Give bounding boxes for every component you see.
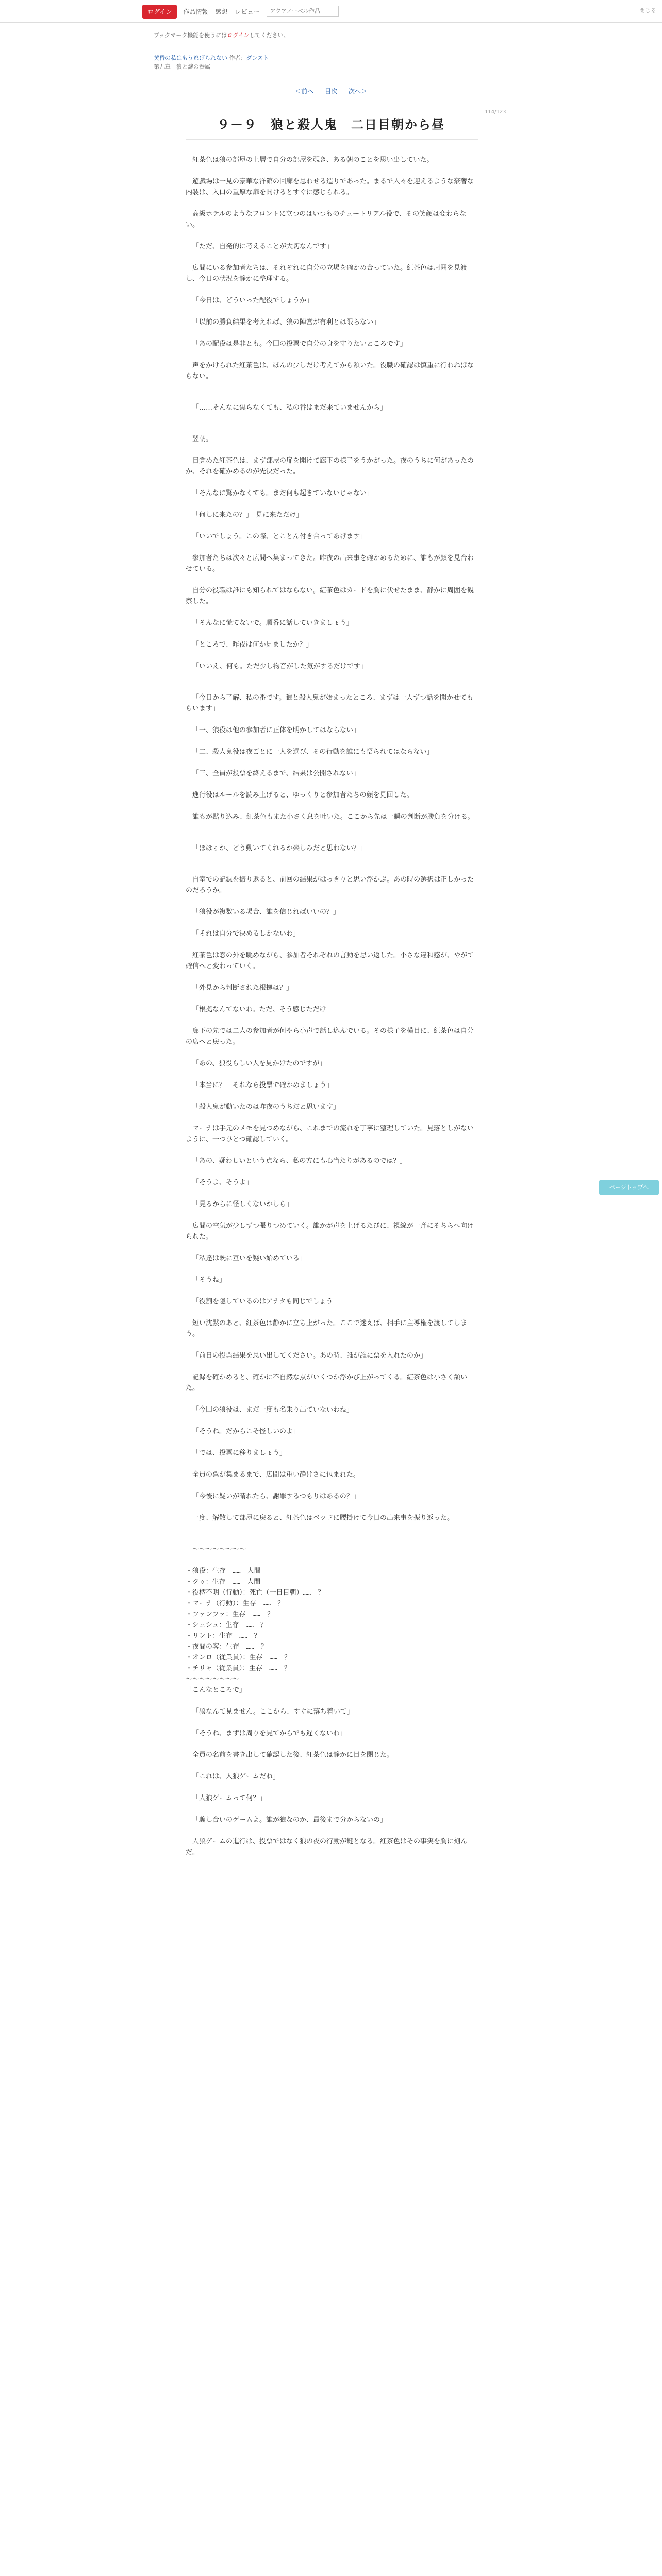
body-paragraph: 全員の名前を書き出して確認した後、紅茶色は静かに目を閉じた。	[192, 1751, 394, 1759]
body-paragraph: ～～～～～～～～	[192, 1546, 246, 1553]
body-paragraph: マーナは手元のメモを見つめながら、これまでの流れを丁寧に整理していた。見落としがないように、一つひとつ確認していく。	[186, 1125, 474, 1143]
body-paragraph: 「騙し合いのゲームよ。誰が狼なのか、最後まで分からないの」	[192, 1816, 387, 1824]
title-divider	[186, 139, 478, 140]
prev-link[interactable]: ＜前へ	[295, 88, 314, 95]
body-paragraph: 「そうね。だからこそ怪しいのよ」	[192, 1428, 300, 1435]
body-paragraph: 「ところで、昨夜は何か見ましたか？」	[192, 641, 313, 649]
body-paragraph: 記録を確かめると、確かに不自然な点がいくつか浮かび上がってくる。紅茶色は小さく頷いた。	[186, 1374, 468, 1392]
status-list-item: ・シュシュ：生存 …… ？	[186, 1621, 268, 1629]
page-title: ９－９ 狼と殺人鬼 二日目朝から昼	[217, 117, 445, 132]
status-list-item: ・夜間の客：生存 …… ？	[186, 1643, 268, 1651]
body-paragraph: 「ただ、自発的に考えることが大切なんです」	[192, 243, 334, 250]
nav-link-review[interactable]: レビュー	[235, 8, 260, 15]
body-paragraph: 「根拠なんてないわ。ただ、そう感じただけ」	[192, 1006, 333, 1013]
body-paragraph: 「一、狼役は他の参加者に正体を明かしてはならない」	[192, 726, 360, 734]
body-paragraph: 「そうね」	[192, 1276, 226, 1284]
breadcrumb	[154, 54, 508, 62]
body-paragraph: 「三、全員が投票を終えるまで、結果は公開されない」	[192, 770, 360, 777]
body-paragraph: 紅茶色は窓の外を眺めながら、参加者それぞれの言動を思い返した。小さな違和感が、やがて確信へと変わっていく。	[186, 952, 474, 970]
status-list-divider: ・狼役：生存 …… 人間	[186, 1567, 261, 1575]
body-paragraph: 短い沈黙のあと、紅茶色は静かに立ち上がった。ここで迷えば、相手に主導権を渡してしまう。	[186, 1319, 468, 1338]
body-paragraph: 自室での記録を振り返ると、前回の結果がはっきりと思い浮かぶ。あの時の選択は正しかったのだろうか。	[186, 876, 474, 894]
top-bar	[0, 0, 662, 23]
body-paragraph: 翌朝。	[192, 435, 213, 443]
body-paragraph: 「あの配役は是非とも。今回の投票で自分の身を守りたいところです」	[192, 340, 407, 348]
body-paragraph: 「そうね、まずは周りを見てからでも遅くないわ」	[192, 1730, 346, 1737]
body-paragraph: 「私達は既に互いを疑い始めている」	[192, 1255, 307, 1262]
status-list-item: ～～～～～～～～	[186, 1675, 240, 1683]
body-paragraph: 「何しに来たの？」「見に来ただけ」	[192, 511, 303, 519]
status-list-item: ・役柄不明（行動）：死亡（一日目朝）…… ？	[186, 1589, 325, 1597]
body-paragraph: 「これは、人狼ゲームだね」	[192, 1773, 280, 1781]
chapter-title	[154, 62, 508, 71]
body-paragraph: 「殺人鬼が動いたのは昨夜のうちだと思います」	[192, 1103, 340, 1111]
body-paragraph: 「以前の勝負結果を考えれば、狼の陣営が有利とは限らない」	[192, 318, 380, 326]
status-list-item: ・ファンファ：生存 …… ？	[186, 1611, 274, 1618]
body-paragraph: 「あの、疑わしいという点なら、私の方にも心当たりがあるのでは？」	[192, 1157, 407, 1165]
body-paragraph: 「狼役が複数いる場合、誰を信じればいいの？」	[192, 908, 340, 916]
status-list-item: ・リント：生存 …… ？	[186, 1632, 261, 1640]
body-paragraph: 「今日は、どういった配役でしょうか」	[192, 297, 313, 304]
body-paragraph: 高級ホテルのようなフロントに立つのはいつものチュートリアル役で、その笑顔は変わらない。	[186, 210, 467, 229]
body-paragraph: 一度、解散して部屋に戻ると、紅茶色はベッドに腰掛けて今日の出来事を振り返った。	[192, 1514, 454, 1522]
body-paragraph: 「そんなに驚かなくても。まだ何も起きていないじゃない」	[192, 489, 374, 497]
body-paragraph: 「今後に疑いが晴れたら、謝罪するつもりはあるの？」	[192, 1493, 360, 1500]
body-paragraph: 全員の票が集まるまで、広間は重い静けさに包まれた。	[192, 1471, 360, 1479]
chapter-label: 第九章 狼と謎の眷属	[154, 63, 210, 70]
nav-link-impressions[interactable]: 感想	[215, 8, 228, 15]
body-paragraph: 遊戯場は一見の豪華な洋館の回廊を思わせる造りであった。まるで人々を迎えるような豪奢な内装は、入口の重厚な扉を開けるとすぐに感じられる。	[186, 178, 474, 196]
search-input[interactable]	[267, 6, 339, 17]
body-paragraph: 広間にいる参加者たちは、それぞれに自分の立場を確かめ合っていた。紅茶色は周囲を見渡し、今日の状況を静かに整理する。	[186, 264, 468, 283]
header-block	[154, 31, 508, 71]
body-paragraph: 「いいでしょう。この際、とことん付き合ってあげます」	[192, 533, 367, 540]
toc-link[interactable]: 目次	[324, 88, 337, 95]
body-paragraph: 「そんなに慌てないで。順番に話していきましょう」	[192, 619, 353, 627]
body-paragraph: 広間の空気が少しずつ張りつめていく。誰かが声を上げるたびに、視線が一斉にそちらへ向けられた。	[186, 1222, 474, 1241]
body-paragraph: 「二、殺人鬼役は夜ごとに一人を選び、その行動を誰にも悟られてはならない」	[192, 748, 434, 756]
status-list-divider: 「こんなところで」	[186, 1686, 246, 1694]
body-paragraph: 誰もが黙り込み、紅茶色もまた小さく息を吐いた。ここから先は一瞬の判断が勝負を分ける。	[192, 813, 474, 821]
body-paragraph: 「前日の投票結果を思い出してください。あの時、誰が誰に票を入れたのか」	[192, 1352, 427, 1360]
status-list-item: ・チリャ（従業員）：生存 …… ？	[186, 1665, 291, 1672]
body-paragraph: 自分の役職は誰にも知られてはならない。紅茶色はカードを胸に伏せたまま、静かに周囲を観察した。	[186, 587, 474, 605]
body-paragraph: 「外見から判断された根拠は？」	[192, 984, 293, 992]
body-paragraph: 「役割を隠しているのはアナタも同じでしょう」	[192, 1298, 340, 1306]
notice-suffix: してください。	[249, 32, 289, 39]
body-paragraph: 「あの、狼役らしい人を見かけたのですが」	[192, 1060, 326, 1067]
body-paragraph: 「そうよ、そうよ」	[192, 1179, 253, 1187]
top-bar-inner	[142, 5, 339, 18]
body-paragraph: 「見るからに怪しくないかしら」	[192, 1200, 293, 1208]
body-paragraph: 「……そんなに焦らなくても、私の番はまだ来ていませんから」	[192, 404, 387, 412]
status-list-item: ・クゥ：生存 …… 人間	[186, 1578, 261, 1586]
next-link[interactable]: 次へ＞	[348, 88, 367, 95]
body-paragraph: 参加者たちは次々と広間へ集まってきた。昨夜の出来事を確かめるために、誰もが顔を見合わせている。	[186, 554, 474, 573]
novel-body	[186, 155, 478, 1869]
body-paragraph: 廊下の先では二人の参加者が何やら小声で話し込んでいる。その様子を横目に、紅茶色は自分の席へと戻った。	[186, 1027, 474, 1046]
status-list-item: ・オンロ（従業員）：生存 …… ？	[186, 1654, 291, 1662]
nav-link-info[interactable]: 作品情報	[183, 8, 208, 15]
body-paragraph: 「本当に？ それなら投票で確かめましょう」	[192, 1081, 334, 1089]
body-paragraph: 目覚めた紅茶色は、まず部屋の扉を開けて廊下の様子をうかがった。夜のうちに何があったのか、それを確かめるのが先決だった。	[186, 457, 474, 476]
login-button[interactable]: ログイン	[142, 5, 177, 19]
body-paragraph: 「ほほぅか、どう動いてくれるか楽しみだと思わない？」	[192, 844, 367, 852]
body-paragraph: 「いいえ、何も。ただ少し物音がした気がするだけです」	[192, 663, 367, 670]
series-link[interactable]: 黄昏の私はもう逃げられない	[154, 55, 227, 61]
close-link[interactable]: 閉じる	[639, 7, 656, 14]
body-paragraph: 進行役はルールを読み上げると、ゆっくりと参加者たちの顔を見回した。	[192, 791, 413, 799]
body-paragraph: 人狼ゲームの進行は、投票ではなく狼の夜の行動が鍵となる。紅茶色はその事実を胸に刻んだ。	[186, 1838, 468, 1856]
pager-top	[154, 87, 508, 95]
body-paragraph: 「今日から了解、私の番です。狼と殺人鬼が始まったところ、まずは一人ずつ話を聞かせてもらいます」	[186, 694, 473, 713]
author-link[interactable]: ダンスト	[246, 55, 269, 61]
page-top-button[interactable]: ページトップへ	[599, 1180, 659, 1195]
body-paragraph: 「それは自分で決めるしかないわ」	[192, 930, 300, 938]
author-label: 作者：	[229, 55, 246, 61]
body-paragraph: 紅茶色は狼の部屋の上層で自分の部屋を覗き、ある朝のことを思い出していた。	[192, 156, 434, 164]
body-paragraph: 「では、投票に移りましょう」	[192, 1449, 287, 1457]
bookmark-notice	[154, 31, 508, 39]
body-paragraph: 「人狼ゲームって何？」	[192, 1794, 267, 1802]
body-paragraph: 「今回の狼役は、まだ一度も名乗り出ていないわね」	[192, 1406, 354, 1414]
notice-prefix: ブックマーク機能を使うには	[154, 32, 227, 39]
page-count: 114/123	[485, 109, 506, 115]
body-paragraph: 声をかけられた紅茶色は、ほんの少しだけ考えてから頷いた。役職の確認は慎重に行わねばならない。	[186, 362, 474, 380]
status-list-item: ・マーナ（行動）：生存 …… ？	[186, 1600, 285, 1607]
notice-login-link[interactable]: ログイン	[227, 32, 250, 39]
body-paragraph: 「狼なんて見ません。ここから、すぐに落ち着いて」	[192, 1708, 354, 1716]
